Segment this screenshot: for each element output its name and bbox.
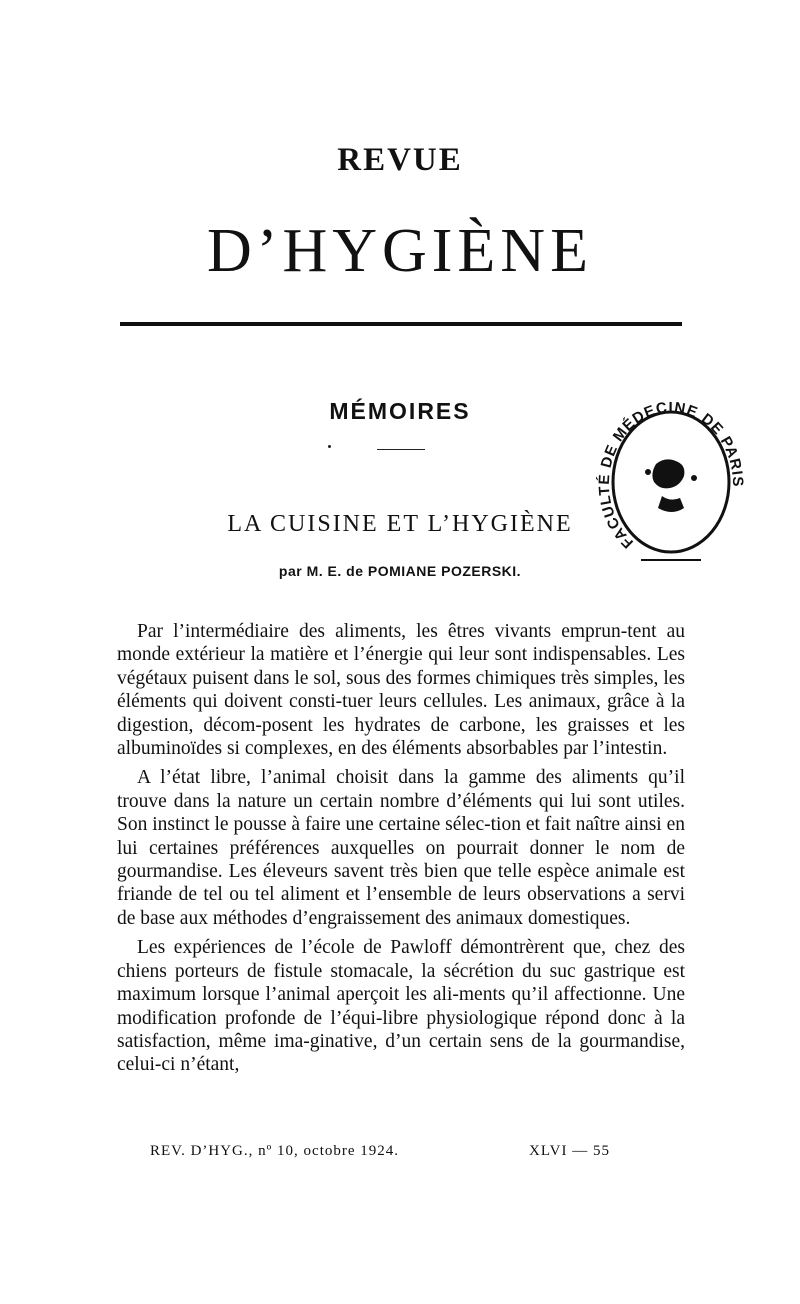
footer-citation: REV. D’HYG., nº 10, octobre 1924. (150, 1143, 400, 1159)
journal-title-revue: REVUE (337, 142, 463, 178)
ornament-dot (328, 445, 331, 448)
footer-page-ref: XLVI — 55 (529, 1143, 610, 1159)
journal-title-hygiene: D’HYGIÈNE (207, 217, 593, 285)
library-stamp (596, 392, 746, 582)
section-rule (377, 449, 425, 450)
section-heading: MÉMOIRES (329, 398, 471, 424)
title-rule (120, 322, 682, 326)
paragraph: Par l’intermédiaire des aliments, les êtres vivants emprun-tent au monde extérieur la matière et l’énergie qui leur sont indispensables. Les végétaux puisent dans le sol, sous des formes chimiques très simples, les éléments qui doivent consti-tuer leurs cellules. Les animaux, grâce à la digestion, décom-posent les hydrates de carbone, les graisses et les albuminoïdes si complexes, en des éléments absorbables par l’intestin. (117, 621, 685, 760)
stamp-emblem-icon (645, 459, 697, 512)
article-body (117, 620, 685, 1083)
paragraph: A l’état libre, l’animal choisit dans la gamme des aliments qu’il trouve dans la nature un certain nombre d’éléments qui lui sont utiles. Son instinct le pousse à faire une certaine sélec-tion et fait naître ainsi en lui certaines préférences auxquelles on pourrait donner le nom de gourmandise. Les éleveurs savent très bien que telle espèce animale est friande de tel ou tel aliment et l’ensemble de leurs observations a servi de base aux méthodes d’engraissement des animaux domestiques. (117, 767, 685, 929)
article-byline: par M. E. de POMIANE POZERSKI. (278, 563, 522, 579)
article-title: LA CUISINE ET L’HYGIÈNE (227, 511, 573, 537)
paragraph: Les expériences de l’école de Pawloff démontrèrent que, chez des chiens porteurs de fistule stomacale, la sécrétion du suc gastrique est maximum lorsque l’animal aperçoit les ali-ments qu’il affectionne. Une modification profonde de l’équi-libre physiologique répond donc à la satisfaction, même ima-ginative, d’un certain sens de la gourmandise, celui-ci n’étant, (117, 937, 685, 1076)
stamp-text: FACULTÉ DE MÉDECINE DE PARIS (596, 399, 746, 552)
